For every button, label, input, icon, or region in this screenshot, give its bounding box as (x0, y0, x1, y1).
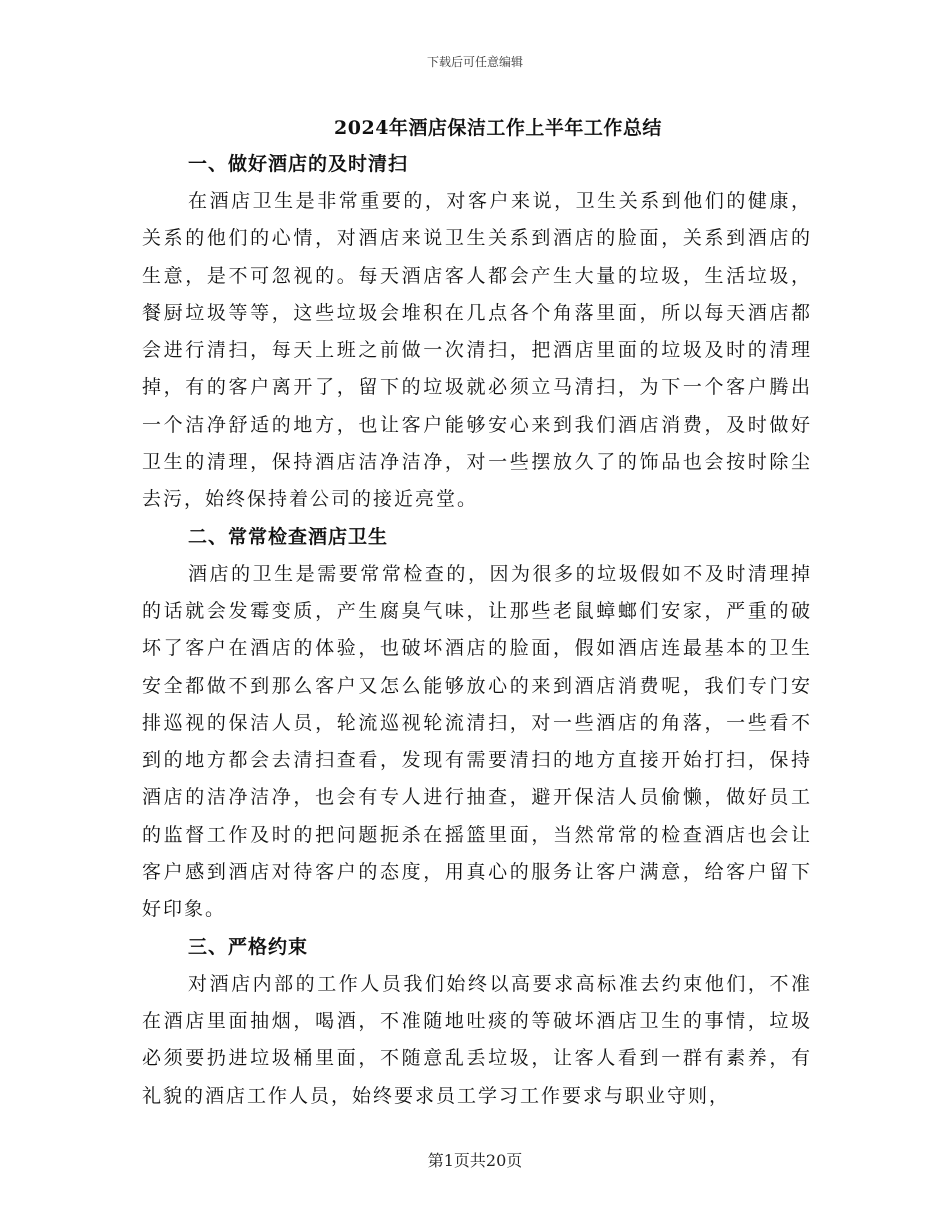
section-timely-cleaning (142, 146, 812, 519)
section-heading: 三、严格约束 (188, 935, 309, 958)
document-title: 2024年酒店保洁工作上半年工作总结 (334, 117, 662, 139)
section-heading: 二、常常检查酒店卫生 (188, 525, 389, 548)
page-number-footer: 第1页共20页 (427, 1151, 523, 1170)
section-paragraph: 对酒店内部的工作人员我们始终以高要求高标准去约束他们，不准在酒店里面抽烟，喝酒，不准随地吐痰的等破坏酒店卫生的事情，垃圾必须要扔进垃圾桶里面，不随意乱丢垃圾，让客人看到一群有素养，有礼貌的酒店工作人员，始终要求员工学习工作要求与职业守则， (142, 972, 812, 1107)
page-header-note: 下载后可任意编辑 (426, 55, 523, 69)
section-strict-discipline (142, 929, 812, 1115)
section-heading: 一、做好酒店的及时清扫 (188, 153, 409, 175)
section-paragraph: 在酒店卫生是非常重要的，对客户来说，卫生关系到他们的健康，关系的他们的心情，对酒店来说卫生关系到酒店的脸面，关系到酒店的生意，是不可忽视的。每天酒店客人都会产生大量的垃圾，生活垃圾，餐厨垃圾等等，这些垃圾会堆积在几点各个角落里面，所以每天酒店都会进行清扫，每天上班之前做一次清扫，把酒店里面的垃圾及时的清理掉，有的客户离开了，留下的垃圾就必须立马清扫，为下一个客户腾出一个洁净舒适的地方，也让客户能够安心来到我们酒店消费，及时做好卫生的清理，保持酒店洁净洁净，对一些摆放久了的饰品也会按时除尘去污，始终保持着公司的接近亮堂。 (142, 190, 812, 511)
document-body (142, 146, 812, 1115)
section-paragraph: 酒店的卫生是需要常常检查的，因为很多的垃圾假如不及时清理掉的话就会发霉变质，产生腐臭气味，让那些老鼠蟑螂们安家，严重的破坏了客户在酒店的体验，也破坏酒店的脸面，假如酒店连最基本的卫生安全都做不到那么客户又怎么能够放心的来到酒店消费呢，我们专门安排巡视的保洁人员，轮流巡视轮流清扫，对一些酒店的角落，一些看不到的地方都会去清扫查看，发现有需要清扫的地方直接开始打扫，保持酒店的洁净洁净，也会有专人进行抽查，避开保洁人员偷懒，做好员工的监督工作及时的把问题扼杀在摇篮里面，当然常常的检查酒店也会让客户感到酒店对待客户的态度，用真心的服务让客户满意，给客户留下好印象。 (142, 562, 812, 921)
section-regular-inspection (142, 519, 812, 929)
